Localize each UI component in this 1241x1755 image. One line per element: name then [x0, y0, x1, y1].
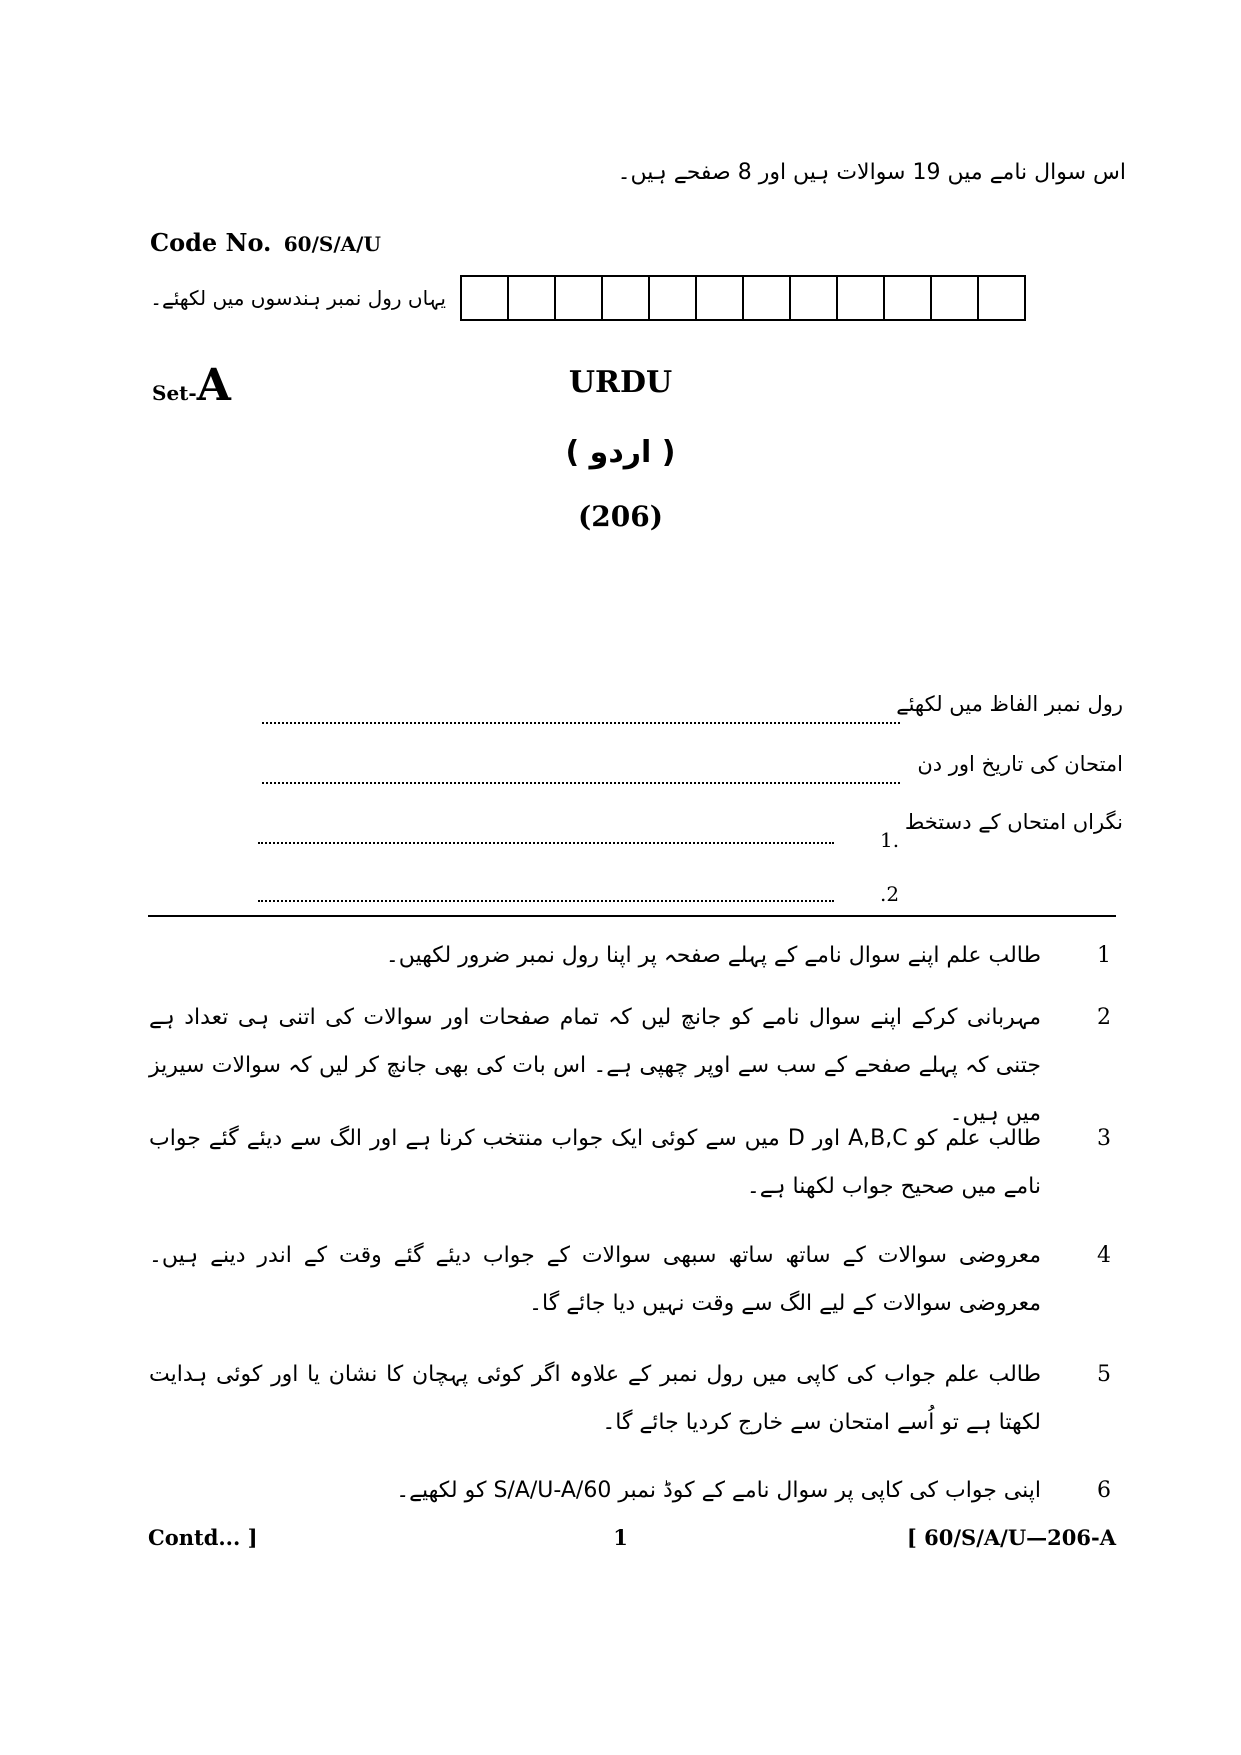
instruction-number: 6 [1097, 1478, 1111, 1503]
roll-digit-box[interactable] [556, 277, 603, 319]
code-number [150, 228, 381, 257]
exam-date-label: امتحان کی تاریخ اور دن [917, 752, 1123, 776]
roll-digit-box[interactable] [697, 277, 744, 319]
roll-digit-box[interactable] [509, 277, 556, 319]
instruction-text: مہربانی کرکے اپنے سوال نامے کو جانچ لیں کہ تمام صفحات اور سوالات کی اتنی ہی تعداد ہے جتنی کہ پہلے صفحے کے سب سے اوپر چھپی ہے۔ اس بات کی بھی جانچ کر لیں کہ سوالات سیریز میں ہیں۔ [149, 1005, 1041, 1126]
signature-line-2[interactable] [258, 900, 834, 902]
roll-number-boxes[interactable] [460, 275, 1026, 321]
signature-line-1[interactable] [258, 842, 834, 844]
roll-in-words-line[interactable] [262, 722, 900, 724]
set-prefix: Set- [152, 381, 197, 405]
instruction-number: 4 [1097, 1243, 1111, 1268]
roll-in-words-label: رول نمبر الفاظ میں لکھئے [896, 692, 1123, 716]
question-count-note: اس سوال نامے میں 19 سوالات ہیں اور 8 صفحے ہیں۔ [617, 160, 1126, 185]
set-letter: A [196, 360, 231, 411]
instruction-number: 2 [1097, 1005, 1111, 1030]
roll-digit-box[interactable] [603, 277, 650, 319]
roll-digit-box[interactable] [979, 277, 1024, 319]
instruction-number: 1 [1097, 943, 1111, 968]
footer-contd: Contd... ] [148, 1525, 258, 1550]
instruction-text: اپنی جواب کی کاپی پر سوال نامے کے کوڈ نمبر 60/S/A/U-A کو لکھیے۔ [396, 1478, 1041, 1503]
instruction-text: طالب علم کو A,B,C اور D میں سے کوئی ایک جواب منتخب کرنا ہے اور الگ سے دیئے گئے جواب نامے میں صحیح جواب لکھنا ہے۔ [149, 1126, 1041, 1199]
subject-title-english: URDU [568, 365, 673, 400]
roll-number-label: یہاں رول نمبر ہندسوں میں لکھئے۔ [150, 286, 446, 310]
instruction-number: 5 [1097, 1362, 1111, 1387]
roll-digit-box[interactable] [791, 277, 838, 319]
exam-date-line[interactable] [262, 782, 900, 784]
instruction-text: معروضی سوالات کے ساتھ ساتھ سبھی سوالات کے جواب دیئے گئے وقت کے اندر دینے ہیں۔ معروضی سوالات کے لیے الگ سے وقت نہیں دیا جائے گا۔ [149, 1243, 1041, 1316]
footer-paper-ref: [ 60/S/A/U—206-A [906, 1525, 1116, 1550]
instruction-number: 3 [1097, 1126, 1111, 1151]
roll-digit-box[interactable] [744, 277, 791, 319]
roll-digit-box[interactable] [462, 277, 509, 319]
instruction-text: طالب علم جواب کی کاپی میں رول نمبر کے علاوہ اگر کوئی پہچان کا نشان یا اور کوئی ہدایت لکھتا ہے تو اُسے امتحان سے خارج کردیا جائے گا۔ [149, 1362, 1041, 1435]
roll-digit-box[interactable] [885, 277, 932, 319]
signature-number-2: .2 [880, 882, 900, 906]
invigilator-signature-label: نگراں امتحاں کے دستخط [904, 810, 1123, 834]
code-label: Code No. [150, 228, 272, 257]
roll-digit-box[interactable] [838, 277, 885, 319]
subject-code: (206) [578, 500, 663, 533]
code-value: 60/S/A/U [283, 232, 381, 256]
signature-number-1: 1. [880, 828, 900, 852]
instruction-text: طالب علم اپنے سوال نامے کے پہلے صفحہ پر اپنا رول نمبر ضرور لکھیں۔ [385, 943, 1041, 968]
page-number: 1 [613, 1525, 628, 1550]
section-divider [148, 915, 1116, 917]
subject-title-urdu: ( اردو ) [565, 435, 676, 470]
roll-digit-box[interactable] [650, 277, 697, 319]
roll-digit-box[interactable] [932, 277, 979, 319]
